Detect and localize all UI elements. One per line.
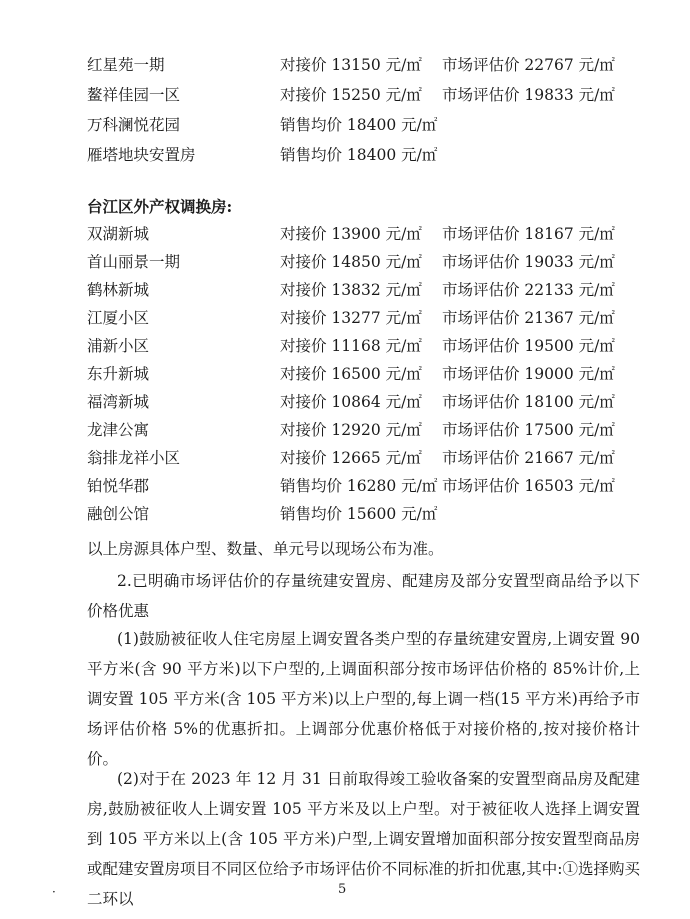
price-primary: 销售均价 16280 元/㎡ — [280, 477, 438, 495]
price-primary: 对接价 13832 元/㎡ — [280, 281, 422, 299]
paragraph-1: (1)鼓励被征收人住宅房屋上调安置各类户型的存量统建安置房,上调安置 90 平方米(含 90 平方米)以下户型的,上调面积部分按市场评估价格的 85%计价,上调安置 105 平方米(含 105 平方米)以上户型的,每上调一档(15 平方米)再给予市场评估价格 5%的优惠折扣。上调部分优惠价格低于对接价格的,按对接价格计价。 — [87, 630, 640, 768]
price-market: 市场评估价 17500 元/㎡ — [442, 421, 615, 439]
property-name: 龙津公寓 — [87, 421, 150, 439]
price-market: 市场评估价 19000 元/㎡ — [442, 365, 615, 383]
price-market: 市场评估价 19500 元/㎡ — [442, 337, 615, 355]
price-market: 市场评估价 16503 元/㎡ — [442, 477, 615, 495]
price-primary: 对接价 16500 元/㎡ — [280, 365, 422, 383]
price-primary: 对接价 14850 元/㎡ — [280, 253, 422, 271]
section-2-heading: 2.已明确市场评估价的存量统建安置房、配建房及部分安置型商品给予以下价格优惠 — [87, 572, 640, 620]
price-primary: 对接价 13277 元/㎡ — [280, 309, 422, 327]
property-name: 翁排龙祥小区 — [87, 449, 181, 467]
price-market: 市场评估价 22767 元/㎡ — [442, 56, 615, 74]
price-market: 市场评估价 19033 元/㎡ — [442, 253, 615, 271]
price-primary: 对接价 13150 元/㎡ — [280, 56, 422, 74]
price-primary: 销售均价 18400 元/㎡ — [280, 116, 438, 134]
price-market: 市场评估价 21367 元/㎡ — [442, 309, 615, 327]
price-primary: 对接价 11168 元/㎡ — [280, 337, 422, 355]
price-primary: 对接价 15250 元/㎡ — [280, 86, 422, 104]
paragraph-2: (2)对于在 2023 年 12 月 31 日前取得竣工验收备案的安置型商品房及配建房,鼓励被征收人上调安置 105 平方米及以上户型。对于被征收人选择上调安置到 105 平方米以上(含 105 平方米)户型,上调安置增加面积部分按安置型商品房或配建安置房项目不同区位给予市场评估价不同标准的折扣优惠,其中:①选择购买二环以 — [87, 770, 640, 908]
property-name: 万科澜悦花园 — [87, 116, 181, 134]
property-name: 铂悦华郡 — [87, 477, 150, 495]
price-primary: 对接价 12920 元/㎡ — [280, 421, 422, 439]
price-primary: 对接价 12665 元/㎡ — [280, 449, 422, 467]
property-name: 鳌祥佳园一区 — [87, 86, 181, 104]
price-primary: 对接价 13900 元/㎡ — [280, 225, 422, 243]
price-primary: 销售均价 15600 元/㎡ — [280, 505, 438, 523]
price-market: 市场评估价 19833 元/㎡ — [442, 86, 615, 104]
price-market: 市场评估价 18167 元/㎡ — [442, 225, 615, 243]
property-name: 融创公馆 — [87, 505, 150, 523]
property-name: 鹤林新城 — [87, 281, 150, 299]
page-number: 5 — [338, 882, 347, 897]
price-primary: 对接价 10864 元/㎡ — [280, 393, 422, 411]
property-name: 首山丽景一期 — [87, 253, 181, 271]
listing-note: 以上房源具体户型、数量、单元号以现场公布为准。 — [87, 540, 444, 558]
price-market: 市场评估价 22133 元/㎡ — [442, 281, 615, 299]
property-name: 雁塔地块安置房 — [87, 146, 196, 164]
property-name: 浦新小区 — [87, 337, 150, 355]
property-name: 红星苑一期 — [87, 56, 165, 74]
property-name: 东升新城 — [87, 365, 150, 383]
price-market: 市场评估价 18100 元/㎡ — [442, 393, 615, 411]
margin-mark: · — [52, 885, 56, 899]
price-market: 市场评估价 21667 元/㎡ — [442, 449, 615, 467]
property-name: 江厦小区 — [87, 309, 150, 327]
section-heading-taijiang: 台江区外产权调换房: — [87, 197, 233, 216]
property-name: 福湾新城 — [87, 393, 150, 411]
property-name: 双湖新城 — [87, 225, 150, 243]
price-primary: 销售均价 18400 元/㎡ — [280, 146, 438, 164]
